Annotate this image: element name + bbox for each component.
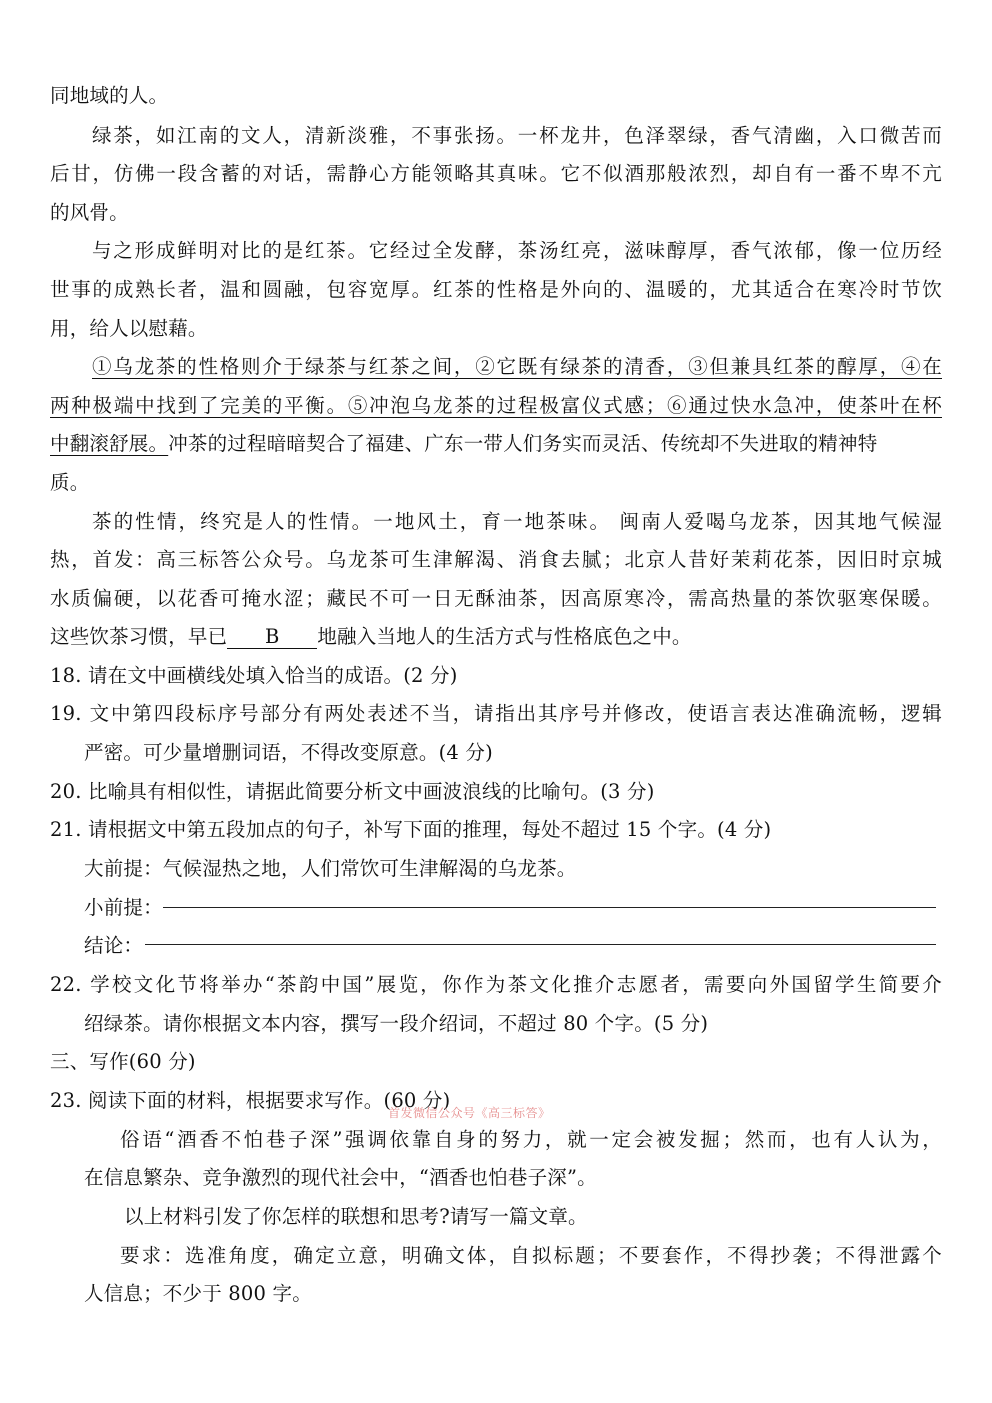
question-22-cont: 绍绿茶。请你根据文本内容，撰写一段介绍词，不超过 80 个字。(5 分) — [84, 1012, 709, 1035]
idiom-blank: B — [227, 626, 317, 649]
passage-line: 水质偏硬，以花香可掩水涩；藏民不可一日无酥油茶，因高原寒冷，需高热量的茶饮驱寒保暖。 — [50, 587, 942, 610]
minor-premise-label: 小前提： — [84, 896, 163, 919]
passage-line: 绿茶，如江南的文人，清新淡雅，不事张扬。一杯龙井，色泽翠绿，香气清幽，入口微苦而 — [92, 124, 942, 147]
question-23: 23. 阅读下面的材料，根据要求写作。(60 分) — [50, 1089, 451, 1112]
passage-text: 地融入当地人的生活方式与性格底色之中。 — [317, 625, 692, 648]
passage-line — [50, 617, 942, 656]
passage-line: 的风骨。 — [50, 201, 129, 224]
minor-premise-answer-line — [163, 907, 936, 908]
question-18: 18. 请在文中画横线处填入恰当的成语。(2 分) — [50, 664, 458, 687]
watermark: 首发微信公众号《高三标答》 — [388, 1106, 551, 1120]
conclusion-answer-line — [145, 944, 936, 945]
passage-text: 冲茶的过程暗暗契合了福建、广东一带人们务实而灵活、传统却不失进取的精神特 — [168, 432, 878, 455]
passage-line: 茶的性情，终究是人的性情。一地风土，育一地茶味。 闽南人爱喝乌龙茶，因其地气候湿 — [92, 510, 942, 533]
question-21: 21. 请根据文中第五段加点的句子，补写下面的推理，每处不超过 15 个字。(4 分) — [50, 818, 772, 841]
passage-line: 质。 — [50, 471, 90, 494]
writing-section-title: 三、写作(60 分) — [50, 1050, 196, 1073]
writing-requirements: 要求：选准角度，确定立意，明确文体，自拟标题；不要套作，不得抄袭；不得泄露个 — [120, 1244, 942, 1267]
passage-line: 同地域的人。 — [50, 84, 169, 107]
writing-prompt: 以上材料引发了你怎样的联想和思考?请写一篇文章。 — [124, 1205, 588, 1228]
writing-requirements-cont: 人信息；不少于 800 字。 — [84, 1282, 312, 1305]
passage-line — [50, 424, 942, 463]
question-22: 22. 学校文化节将举办“茶韵中国”展览，你作为茶文化推介志愿者，需要向外国留学生简要介 — [50, 973, 942, 996]
material-line: 在信息繁杂、竞争激烈的现代社会中，“酒香也怕巷子深”。 — [84, 1166, 597, 1189]
major-premise: 大前提：气候湿热之地，人们常饮可生津解渴的乌龙茶。 — [84, 857, 577, 880]
numbered-sentence-line: ①乌龙茶的性格则介于绿茶与红茶之间，②它既有绿茶的清香，③但兼具红茶的醇厚，④在 — [92, 355, 942, 378]
question-19: 19. 文中第四段标序号部分有两处表述不当，请指出其序号并修改，使语言表达准确流畅，逻辑 — [50, 702, 942, 725]
material-line: 俗语“酒香不怕巷子深”强调依靠自身的努力，就一定会被发掘；然而，也有人认为， — [120, 1128, 942, 1151]
numbered-sentence-line: 两种极端中找到了完美的平衡。⑤冲泡乌龙茶的过程极富仪式感；⑥通过快水急冲，使茶叶在杯 — [50, 394, 942, 417]
passage-line: 用，给人以慰藉。 — [50, 317, 208, 340]
conclusion-label: 结论： — [84, 934, 144, 957]
question-20: 20. 比喻具有相似性，请据此简要分析文中画波浪线的比喻句。(3 分) — [50, 780, 655, 803]
passage-text: 这些饮茶习惯，早已 — [50, 625, 228, 648]
passage-line: 后甘，仿佛一段含蓄的对话，需静心方能领略其真味。它不似酒那般浓烈，却自有一番不卑不亢 — [50, 162, 942, 185]
passage-line: 热，首发：高三标答公众号。乌龙茶可生津解渴、消食去腻；北京人昔好茉莉花茶，因旧时京城 — [50, 548, 942, 571]
passage-line: 与之形成鲜明对比的是红茶。它经过全发酵，茶汤红亮，滋味醇厚，香气浓郁，像一位历经 — [92, 239, 942, 262]
numbered-sentence-end: 中翻滚舒展。 — [50, 432, 169, 455]
passage-line: 世事的成熟长者，温和圆融，包容宽厚。红茶的性格是外向的、温暖的，尤其适合在寒冷时节饮 — [50, 278, 942, 301]
question-19-cont: 严密。可少量增删词语，不得改变原意。(4 分) — [84, 741, 493, 764]
